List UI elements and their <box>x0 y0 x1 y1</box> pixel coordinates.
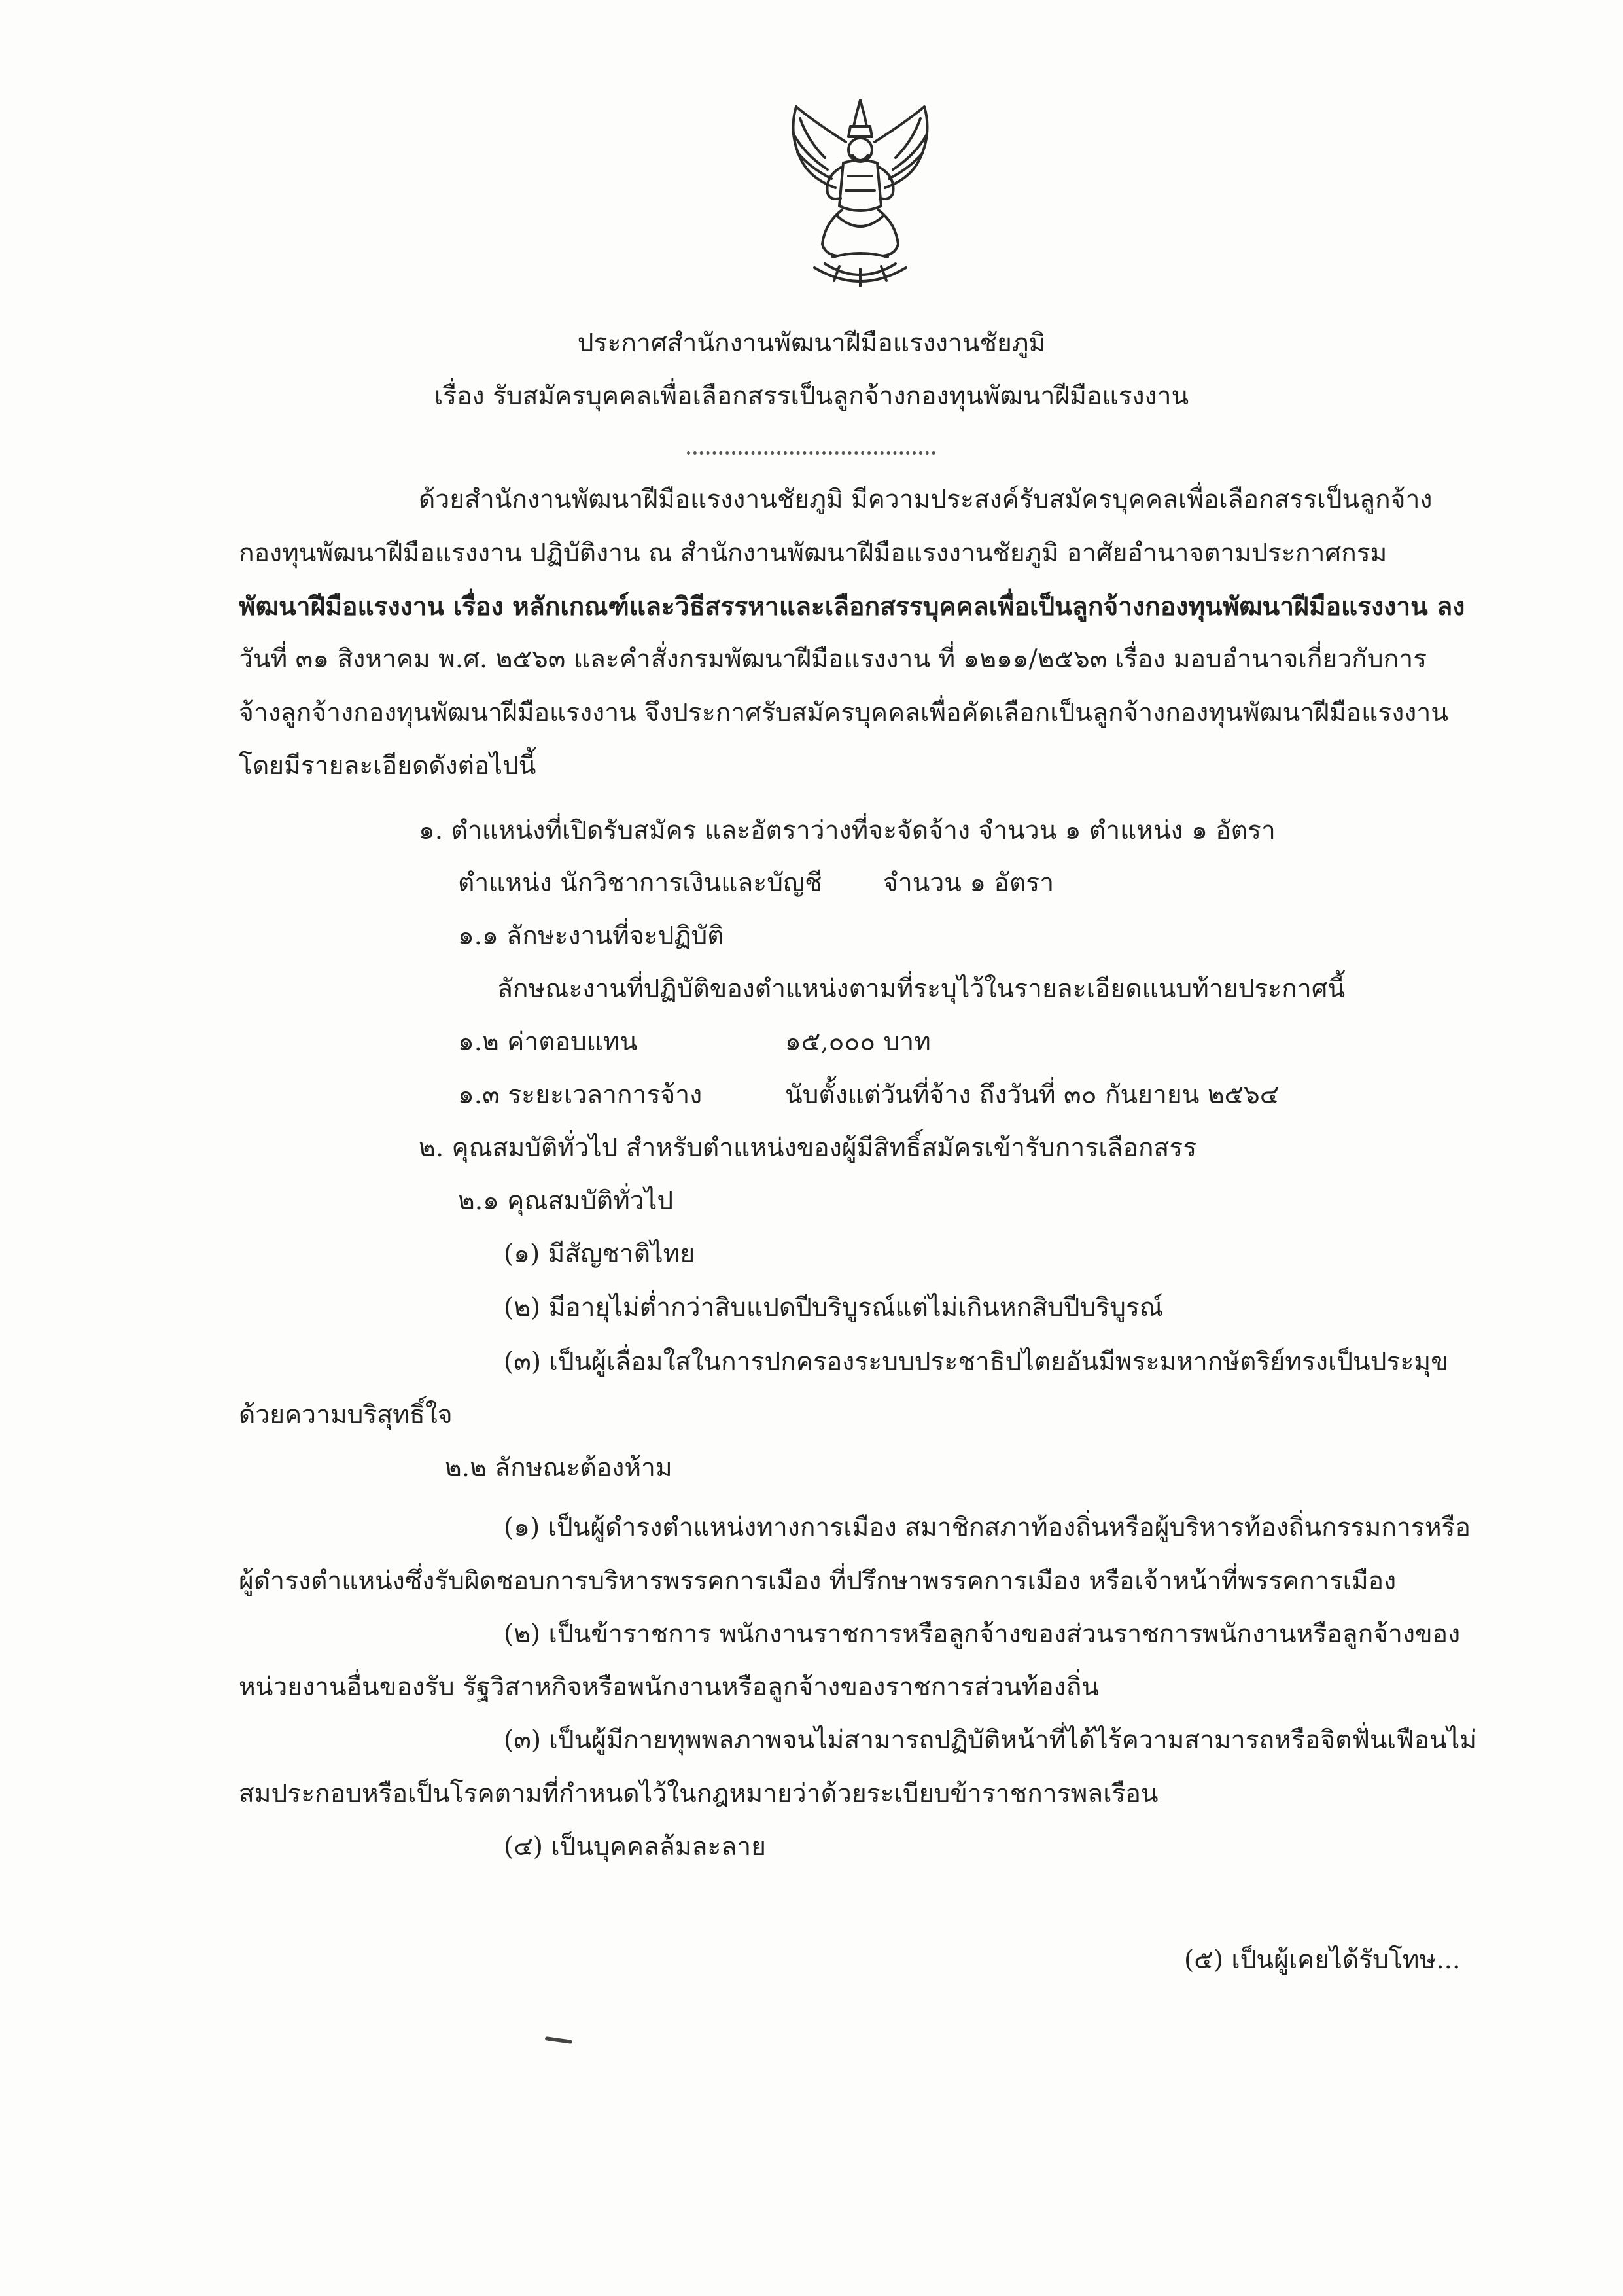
qualification-item-continued: ด้วยความบริสุทธิ์ใจ <box>239 1400 453 1430</box>
position-label: ตำแหน่ง นักวิชาการเงินและบัญชี <box>458 868 822 898</box>
intro-line: ด้วยสำนักงานพัฒนาฝีมือแรงงานชัยภูมิ มีความประสงค์รับสมัครบุคคลเพื่อเลือกสรรเป็นลูกจ้าง <box>419 485 1433 514</box>
intro-line: พัฒนาฝีมือแรงงาน เรื่อง หลักเกณฑ์และวิธีสรรหาและเลือกสรรบุคคลเพื่อเป็นลูกจ้างกองทุนพัฒนาฝีมือแรงงาน ลง <box>239 592 1465 622</box>
position-count: จำนวน ๑ อัตรา <box>883 868 1055 898</box>
employment-period-value: นับตั้งแต่วันที่จ้าง ถึงวันที่ ๓๐ กันยายน ๒๕๖๔ <box>785 1080 1280 1110</box>
prohibition-item: (๑) เป็นผู้ดำรงตำแหน่งทางการเมือง สมาชิกสภาท้องถิ่นหรือผู้บริหารท้องถิ่นกรรมการหรือ <box>504 1513 1471 1542</box>
section1-heading: ๑. ตำแหน่งที่เปิดรับสมัคร และอัตราว่างที่จะจัดจ้าง จำนวน ๑ ตำแหน่ง ๑ อัตรา <box>419 816 1276 845</box>
compensation-value: ๑๕,๐๐๐ บาท <box>785 1027 931 1057</box>
section1-sub1-text: ลักษณะงานที่ปฏิบัติของตำแหน่งตามที่ระบุไว้ในรายละเอียดแนบท้ายประกาศนี้ <box>497 974 1346 1004</box>
heading-divider <box>687 451 935 455</box>
intro-line: โดยมีรายละเอียดดังต่อไปนี้ <box>239 751 536 781</box>
section1-sub1-heading: ๑.๑ ลักษะงานที่จะปฏิบัติ <box>458 921 724 951</box>
prohibition-item-continued: หน่วยงานอื่นของรับ รัฐวิสาหกิจหรือพนักงานหรือลูกจ้างของราชการส่วนท้องถิ่น <box>239 1672 1100 1702</box>
prohibition-item-continued: สมประกอบหรือเป็นโรคตามที่กำหนดไว้ในกฎหมายว่าด้วยระเบียบข้าราชการพลเรือน <box>239 1779 1159 1809</box>
intro-line: วันที่ ๓๑ สิงหาคม พ.ศ. ๒๕๖๓ และคำสั่งกรมพัฒนาฝีมือแรงงาน ที่ ๑๒๑๑/๒๕๖๓ เรื่อง มอบอำนาจเกี่ยวกับการ <box>239 645 1427 674</box>
qualification-item: (๑) มีสัญชาติไทย <box>504 1239 695 1269</box>
announcement-subject: เรื่อง รับสมัครบุคคลเพื่อเลือกสรรเป็นลูกจ้างกองทุนพัฒนาฝีมือแรงงาน <box>434 381 1189 411</box>
section2-sub1-heading: ๒.๑ คุณสมบัติทั่วไป <box>458 1186 674 1216</box>
intro-line: กองทุนพัฒนาฝีมือแรงงาน ปฏิบัติงาน ณ สำนักงานพัฒนาฝีมือแรงงานชัยภูมิ อาศัยอำนาจตามประกาศกรม <box>239 539 1387 568</box>
prohibition-item: (๓) เป็นผู้มีกายทุพพลภาพจนไม่สามารถปฏิบัติหน้าที่ได้ไร้ความสามารถหรือจิตฟั่นเฟือนไม่ <box>504 1725 1477 1755</box>
compensation-label: ๑.๒ ค่าตอบแทน <box>458 1027 638 1057</box>
qualification-item: (๓) เป็นผู้เลื่อมใสในการปกครองระบบประชาธิปไตยอันมีพระมหากษัตริย์ทรงเป็นประมุข <box>504 1347 1448 1377</box>
continuation-marker: (๕) เป็นผู้เคยได้รับโทษ... <box>1184 1945 1461 1975</box>
section2-sub2-heading: ๒.๒ ลักษณะต้องห้าม <box>445 1453 672 1483</box>
qualification-item: (๒) มีอายุไม่ต่ำกว่าสิบแปดปีบริบูรณ์แต่ไม่เกินหกสิบปีบริบูรณ์ <box>504 1293 1164 1322</box>
announcement-title: ประกาศสำนักงานพัฒนาฝีมือแรงงานชัยภูมิ <box>577 328 1046 358</box>
prohibition-item: (๔) เป็นบุคคลล้มละลาย <box>504 1832 767 1862</box>
section2-heading: ๒. คุณสมบัติทั่วไป สำหรับตำแหน่งของผู้มีสิทธิ์สมัครเข้ารับการเลือกสรร <box>419 1133 1197 1163</box>
employment-period-label: ๑.๓ ระยะเวลาการจ้าง <box>458 1080 703 1110</box>
prohibition-item: (๒) เป็นข้าราชการ พนักงานราชการหรือลูกจ้างของส่วนราชการพนักงานหรือลูกจ้างของ <box>504 1619 1461 1649</box>
intro-line: จ้างลูกจ้างกองทุนพัฒนาฝีมือแรงงาน จึงประกาศรับสมัครบุคคลเพื่อคัดเลือกเป็นลูกจ้างกองทุนพัฒนาฝีมือแรงงาน <box>239 698 1448 728</box>
scan-mark <box>545 2036 572 2044</box>
prohibition-item-continued: ผู้ดำรงตำแหน่งซึ่งรับผิดชอบการบริหารพรรคการเมือง ที่ปรึกษาพรรคการเมือง หรือเจ้าหน้าที่พรรคการเมือง <box>239 1566 1397 1596</box>
garuda-emblem-icon <box>762 95 958 291</box>
